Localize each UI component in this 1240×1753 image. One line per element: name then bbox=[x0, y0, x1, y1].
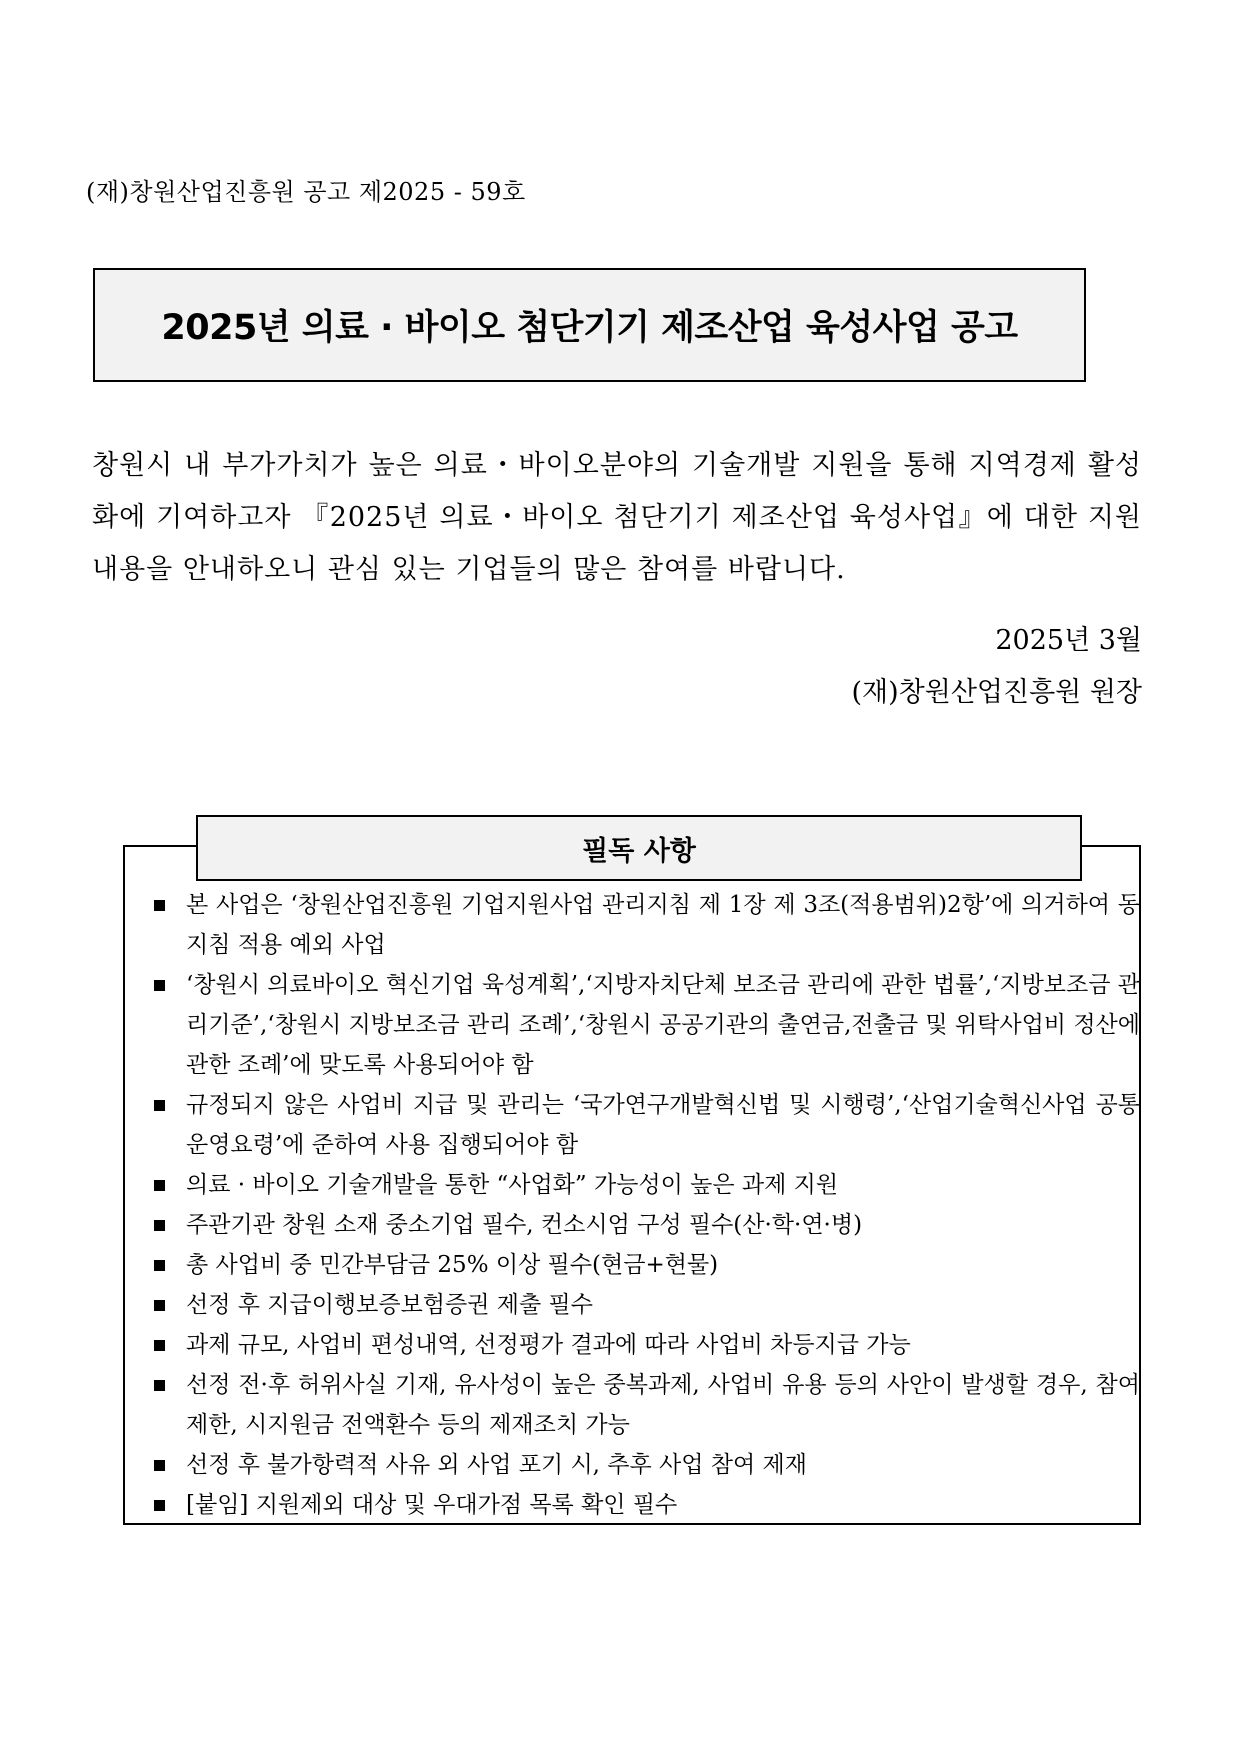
square-bullet-icon bbox=[154, 1100, 165, 1111]
square-bullet-icon bbox=[154, 1380, 165, 1391]
note-text: ‘창원시 의료바이오 혁신기업 육성계획’,‘지방자치단체 보조금 관리에 관한 법률’,‘지방보조금 관리기준’,‘창원시 지방보조금 관리 조례’,‘창원시 공공기관의 출연금,전출금 및 위탁사업비 정산에 관한 조례’에 맞도록 사용되어야 함 bbox=[186, 972, 1140, 1078]
note-text: 선정 전·후 허위사실 기재, 유사성이 높은 중복과제, 사업비 유용 등의 사안이 발생할 경우, 참여제한, 시지원금 전액환수 등의 제재조치 가능 bbox=[186, 1372, 1140, 1438]
note-item bbox=[150, 1165, 1140, 1205]
signature-line: (재)창원산업진흥원 원장 bbox=[851, 677, 1142, 708]
note-text: 본 사업은 ‘창원산업진흥원 기업지원사업 관리지침 제 1장 제 3조(적용범위)2항’에 의거하여 동지침 적용 예외 사업 bbox=[186, 892, 1140, 958]
square-bullet-icon bbox=[154, 1460, 165, 1471]
note-text: 주관기관 창원 소재 중소기업 필수, 컨소시엄 구성 필수(산·학·연·병) bbox=[186, 1212, 863, 1238]
square-bullet-icon bbox=[154, 1340, 165, 1351]
announcement-date: 2025년 3월 bbox=[995, 625, 1142, 656]
note-item bbox=[150, 1445, 1140, 1485]
page-title: 2025년 의료 · 바이오 첨단기기 제조산업 육성사업 공고 bbox=[161, 308, 1018, 348]
notes-list bbox=[150, 885, 1140, 1525]
intro-paragraph: 창원시 내 부가가치가 높은 의료・바이오분야의 기술개발 지원을 통해 지역경제 활성화에 기여하고자 『2025년 의료・바이오 첨단기기 제조산업 육성사업』에 대한 지원내용을 안내하오니 관심 있는 기업들의 많은 참여를 바랍니다. bbox=[92, 450, 1142, 585]
title-box bbox=[93, 268, 1086, 382]
note-text: 총 사업비 중 민간부담금 25% 이상 필수(현금+현물) bbox=[186, 1252, 719, 1278]
note-text: [붙임] 지원제외 대상 및 우대가점 목록 확인 필수 bbox=[186, 1492, 678, 1518]
note-item bbox=[150, 965, 1140, 1085]
note-item bbox=[150, 885, 1140, 965]
square-bullet-icon bbox=[154, 980, 165, 991]
note-item bbox=[150, 1285, 1140, 1325]
note-text: 선정 후 불가항력적 사유 외 사업 포기 시, 추후 사업 참여 제재 bbox=[186, 1452, 807, 1478]
note-item bbox=[150, 1205, 1140, 1245]
note-item bbox=[150, 1245, 1140, 1285]
square-bullet-icon bbox=[154, 900, 165, 911]
square-bullet-icon bbox=[154, 1220, 165, 1231]
note-item bbox=[150, 1085, 1140, 1165]
note-item bbox=[150, 1485, 1140, 1525]
note-text: 의료 · 바이오 기술개발을 통한 “사업화” 가능성이 높은 과제 지원 bbox=[186, 1172, 839, 1198]
square-bullet-icon bbox=[154, 1300, 165, 1311]
note-text: 과제 규모, 사업비 편성내역, 선정평가 결과에 따라 사업비 차등지급 가능 bbox=[186, 1332, 911, 1358]
note-item bbox=[150, 1325, 1140, 1365]
note-item bbox=[150, 1365, 1140, 1445]
square-bullet-icon bbox=[154, 1260, 165, 1271]
notes-heading: 필독 사항 bbox=[582, 835, 696, 867]
note-text: 규정되지 않은 사업비 지급 및 관리는 ‘국가연구개발혁신법 및 시행령’,‘산업기술혁신사업 공통 운영요령’에 준하여 사용 집행되어야 함 bbox=[186, 1092, 1140, 1158]
square-bullet-icon bbox=[154, 1180, 165, 1191]
note-text: 선정 후 지급이행보증보험증권 제출 필수 bbox=[186, 1292, 593, 1318]
square-bullet-icon bbox=[154, 1500, 165, 1511]
notice-number: (재)창원산업진흥원 공고 제2025 - 59호 bbox=[86, 178, 526, 206]
notes-heading-box bbox=[196, 815, 1082, 881]
